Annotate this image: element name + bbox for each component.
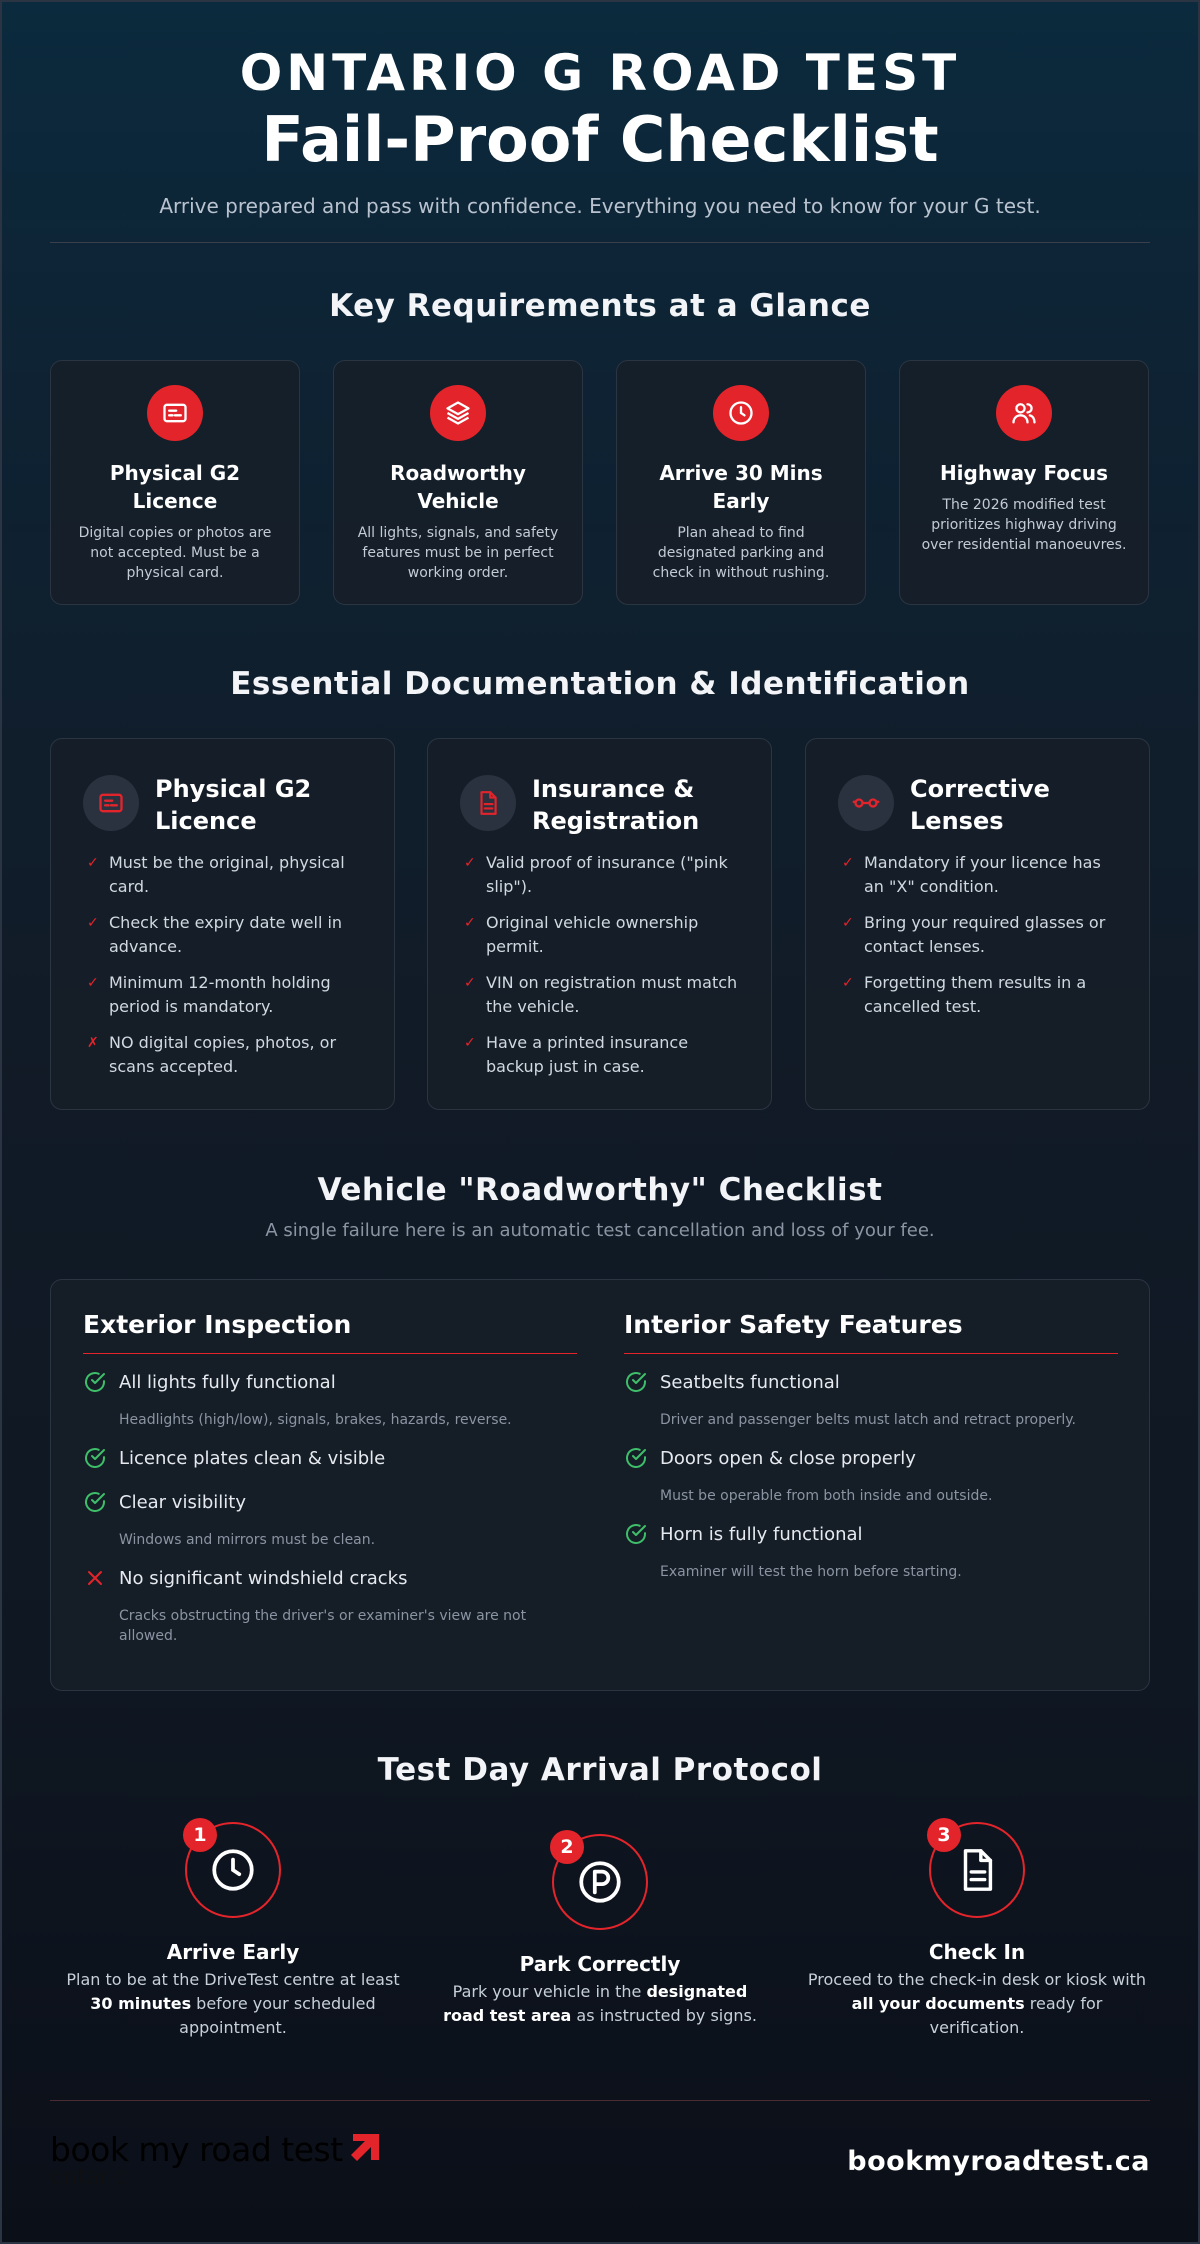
step-text-pre: Park your vehicle in the	[452, 1982, 647, 2001]
requirement-desc: Digital copies or photos are not accepted. Must be a physical card.	[78, 525, 272, 581]
exterior-title: Exterior Inspection	[83, 1310, 577, 1354]
checklist-label: Clear visibility	[119, 1491, 246, 1513]
check-circle-icon	[624, 1370, 660, 1394]
step-text-bold: designated road test area	[443, 1982, 748, 2025]
step-text-bold: 30 minutes	[90, 1994, 192, 2013]
list-item-text: Must be the original, physical card.	[109, 853, 345, 896]
requirement-title: Arrive 30 Mins Early	[659, 461, 823, 513]
check-icon: ✓	[87, 915, 99, 931]
checklist-detail: Cracks obstructing the driver's or examiner's view are not allowed.	[119, 1608, 527, 1644]
requirement-card-vehicle	[333, 360, 583, 605]
arrow-logo-icon	[347, 2128, 385, 2164]
page-title: Fail-Proof Checklist	[261, 103, 939, 176]
step-text	[430, 1980, 770, 2028]
doc-card-insurance	[427, 738, 772, 1110]
footer-divider	[50, 2100, 1150, 2101]
exterior-column	[83, 1310, 577, 1646]
step-title: Arrive Early	[166, 1940, 300, 1964]
step-text	[63, 1968, 403, 2040]
checklist-item	[624, 1370, 1118, 1430]
requirement-title: Highway Focus	[939, 461, 1109, 485]
list-item-text: Check the expiry date well in advance.	[109, 913, 343, 956]
document-icon	[954, 1847, 1000, 1893]
checklist-item	[624, 1522, 1118, 1582]
glasses-icon	[838, 775, 894, 831]
doc-card-lenses	[805, 738, 1150, 1110]
requirement-card-licence	[50, 360, 300, 605]
list-item	[83, 911, 364, 959]
list-item-text: NO digital copies, photos, or scans accepted.	[109, 1033, 337, 1076]
list-item-text: VIN on registration must match the vehicle.	[486, 973, 738, 1016]
logo-text: book my road test	[50, 2130, 343, 2169]
users-icon	[996, 385, 1052, 441]
website-link[interactable]: bookmyroadtest.ca	[847, 2146, 1150, 2177]
cross-icon	[83, 1566, 119, 1590]
header-kicker: ONTARIO G ROAD TEST	[239, 44, 961, 102]
list-item	[460, 851, 741, 899]
requirement-card-highway	[899, 360, 1149, 605]
logo-subtext: ontario	[50, 2165, 129, 2190]
doc-card-title: Corrective Lenses	[910, 775, 1050, 835]
arrival-title: Test Day Arrival Protocol	[377, 1752, 823, 1788]
arrival-step-2	[430, 1834, 770, 2028]
checklist-detail: Headlights (high/low), signals, brakes, hazards, reverse.	[119, 1412, 512, 1428]
list-item-text: Bring your required glasses or contact lenses.	[864, 913, 1106, 956]
doc-list	[838, 851, 1119, 1019]
roadworthy-subtitle: A single failure here is an automatic test cancellation and loss of your fee.	[265, 1220, 935, 1241]
list-item-text: Have a printed insurance backup just in case.	[486, 1033, 689, 1076]
roadworthy-checklist	[50, 1279, 1150, 1691]
requirement-title: Roadworthy Vehicle	[390, 461, 526, 513]
checklist-label: All lights fully functional	[119, 1371, 336, 1393]
interior-title: Interior Safety Features	[624, 1310, 1118, 1354]
parking-icon	[575, 1857, 625, 1907]
document-icon	[460, 775, 516, 831]
step-text-bold: all your documents	[851, 1994, 1025, 2013]
requirement-card-arrive	[616, 360, 866, 605]
list-item	[83, 971, 364, 1019]
doc-list	[83, 851, 364, 1079]
step-icon-ring	[929, 1822, 1025, 1918]
check-icon: ✓	[842, 855, 854, 871]
clock-icon	[713, 385, 769, 441]
step-title: Check In	[928, 1940, 1026, 1964]
doc-card-licence	[50, 738, 395, 1110]
requirement-desc: The 2026 modified test prioritizes highway driving over residential manoeuvres.	[921, 497, 1127, 553]
step-text-post: ready for verification.	[929, 1994, 1103, 2037]
check-circle-icon	[624, 1446, 660, 1470]
list-item	[460, 1031, 741, 1079]
requirement-desc: Plan ahead to find designated parking and check in without rushing.	[652, 525, 830, 581]
checklist-item	[83, 1490, 577, 1550]
checklist-label: Seatbelts functional	[660, 1371, 840, 1393]
step-icon-ring	[552, 1834, 648, 1930]
requirement-desc: All lights, signals, and safety features must be in perfect working order.	[357, 525, 559, 581]
list-item	[838, 851, 1119, 899]
id-card-icon	[83, 775, 139, 831]
id-card-icon	[147, 385, 203, 441]
check-icon: ✓	[87, 975, 99, 991]
checklist-detail: Driver and passenger belts must latch and retract properly.	[660, 1412, 1077, 1428]
interior-column	[624, 1310, 1118, 1582]
list-item	[460, 911, 741, 959]
step-icon-ring	[185, 1822, 281, 1918]
list-item-text: Valid proof of insurance ("pink slip").	[486, 853, 728, 896]
requirement-title: Physical G2 Licence	[109, 461, 241, 513]
roadworthy-title: Vehicle "Roadworthy" Checklist	[317, 1172, 883, 1208]
checklist-detail: Windows and mirrors must be clean.	[119, 1532, 376, 1548]
list-item	[838, 911, 1119, 959]
check-icon: ✓	[464, 915, 476, 931]
checklist-item	[83, 1370, 577, 1430]
checklist-label: No significant windshield cracks	[119, 1567, 408, 1589]
checklist-item	[83, 1446, 577, 1470]
check-circle-icon	[83, 1446, 119, 1470]
list-item	[83, 1031, 364, 1079]
checklist-item	[83, 1566, 577, 1646]
list-item-text: Original vehicle ownership permit.	[486, 913, 699, 956]
checklist-label: Licence plates clean & visible	[119, 1447, 386, 1469]
divider	[50, 242, 1150, 243]
page-header	[0, 0, 1200, 218]
step-number: 2	[550, 1830, 584, 1864]
step-number: 3	[927, 1818, 961, 1852]
check-icon: ✓	[842, 975, 854, 991]
check-icon: ✓	[464, 855, 476, 871]
arrival-step-3	[807, 1822, 1147, 2040]
checklist-detail: Examiner will test the horn before starting.	[660, 1564, 962, 1580]
step-text-pre: Plan to be at the DriveTest centre at least	[66, 1970, 400, 1989]
doc-card-title: Insurance & Registration	[532, 775, 700, 835]
list-item	[83, 851, 364, 899]
check-icon: ✓	[842, 915, 854, 931]
step-title: Park Correctly	[519, 1952, 681, 1976]
list-item	[460, 971, 741, 1019]
check-circle-icon	[624, 1522, 660, 1546]
check-circle-icon	[83, 1370, 119, 1394]
requirements-title: Key Requirements at a Glance	[329, 288, 871, 324]
step-number: 1	[183, 1818, 217, 1852]
brand-logo[interactable]	[50, 2130, 385, 2190]
clock-icon	[208, 1845, 258, 1895]
check-icon: ✓	[87, 855, 99, 871]
step-text-pre: Proceed to the check-in desk or kiosk with	[807, 1970, 1147, 1989]
check-circle-icon	[83, 1490, 119, 1514]
documentation-title: Essential Documentation & Identification	[230, 666, 970, 702]
check-icon: ✓	[464, 1035, 476, 1051]
doc-list	[460, 851, 741, 1079]
page-subtitle: Arrive prepared and pass with confidence. Everything you need to know for your G test.	[159, 194, 1041, 218]
list-item-text: Mandatory if your licence has an "X" condition.	[864, 853, 1101, 896]
checklist-label: Doors open & close properly	[660, 1447, 916, 1469]
layers-icon	[430, 385, 486, 441]
list-item	[838, 971, 1119, 1019]
step-text-post: as instructed by signs.	[571, 2006, 757, 2025]
checklist-detail: Must be operable from both inside and outside.	[660, 1488, 993, 1504]
checklist-label: Horn is fully functional	[660, 1523, 863, 1545]
check-icon: ✓	[464, 975, 476, 991]
arrival-step-1	[63, 1822, 403, 2040]
checklist-item	[624, 1446, 1118, 1506]
cross-icon: ✗	[87, 1035, 99, 1051]
step-text	[807, 1968, 1147, 2040]
list-item-text: Forgetting them results in a cancelled test.	[864, 973, 1087, 1016]
doc-card-title: Physical G2 Licence	[155, 775, 312, 835]
step-text-post: before your scheduled appointment.	[179, 1994, 376, 2037]
list-item-text: Minimum 12-month holding period is mandatory.	[109, 973, 331, 1016]
